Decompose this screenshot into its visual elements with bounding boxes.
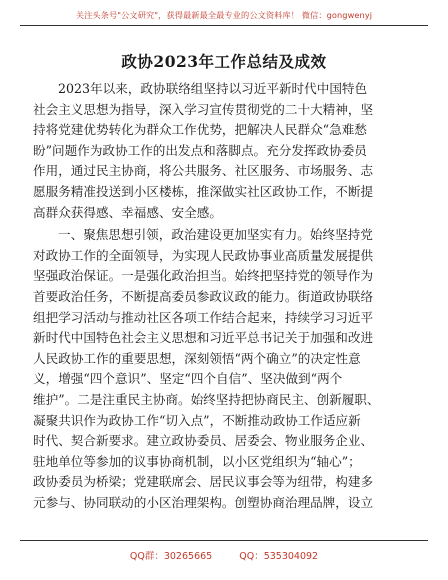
text-line: 新时代中国特色社会主义思想和习近平总书记关于加强和改进 [33,330,374,346]
text-line: 义，增强“四个意识”、坚定“四个自信”、坚决做到“两个 [33,371,343,387]
paragraph-section-one [33,225,417,513]
text-line: 愿服务精准投送到小区楼栋，推深做实社区政协工作，不断提 [33,183,374,199]
text-line: 时代、契合新要求。建立政协委员、居委会、物业服务企业、 [33,433,374,449]
text-line: 首要政治任务，不断提高委员参政议政的能力。街道政协联络 [33,288,374,304]
qq-group-number: QQ群：30265665 [129,551,213,562]
text-line: 高群众获得感、幸福感、安全感。 [33,204,222,220]
document-title: 政协2023年工作总结及成效 [121,52,327,71]
text-line: 盼”问题作为政协工作的出发点和落脚点。充分发挥政协委员 [33,142,367,158]
text-line: 作用，通过民主协商，将公共服务、社区服务、市场服务、志 [33,163,374,179]
text-line: 政协委员为桥梁；党建联席会、居民议事会等为纽带，构建多 [33,474,374,490]
text-line: 对政协工作的全面领导，为实现人民政协事业高质量发展提供 [33,247,374,263]
document-body [33,79,417,513]
text-line: 维护”。二是注重民主协商。始终坚持把协商民主、创新履职、 [33,391,380,407]
promo-banner: 关注头条号"公文研究"，获得最新最全最专业的公文资料库！ 微信：gongwenyj [75,10,373,20]
text-line: 一、聚焦思想引领，政治建设更加坚实有力。始终坚持党 [58,227,373,243]
text-line: 人民政协工作的重要思想，深刻领悟“两个确立”的决定性意 [33,350,361,366]
header-divider [20,25,428,26]
paragraph-intro [8,79,417,223]
text-line: 社会主义思想为指导，深入学习宣传贯彻党的二十大精神，坚 [33,101,374,117]
footer-contact [0,548,448,562]
text-line: 凝聚共识作为政协工作“切入点”，不断推动政协工作适应新 [33,412,361,428]
text-line: 持将党建优势转化为群众工作优势，把解决人民群众“急难愁 [33,122,367,138]
text-line: 元参与、协同联动的小区治理架构。创塑协商治理品牌，设立 [33,494,374,510]
text-line: 组把学习活动与推动社区各项工作结合起来，持续学习习近平 [33,309,374,325]
qq-number: QQ：535304092 [239,551,319,562]
text-line: 2023年以来，政协联络组坚持以习近平新时代中国特色 [58,81,368,96]
text-line: 坚强政治保证。一是强化政治担当。始终把坚持党的领导作为 [33,268,374,284]
text-line: 驻地单位等参加的议事协商机制，以小区党组织为“轴心”； [33,453,361,469]
footer-divider [20,540,428,541]
